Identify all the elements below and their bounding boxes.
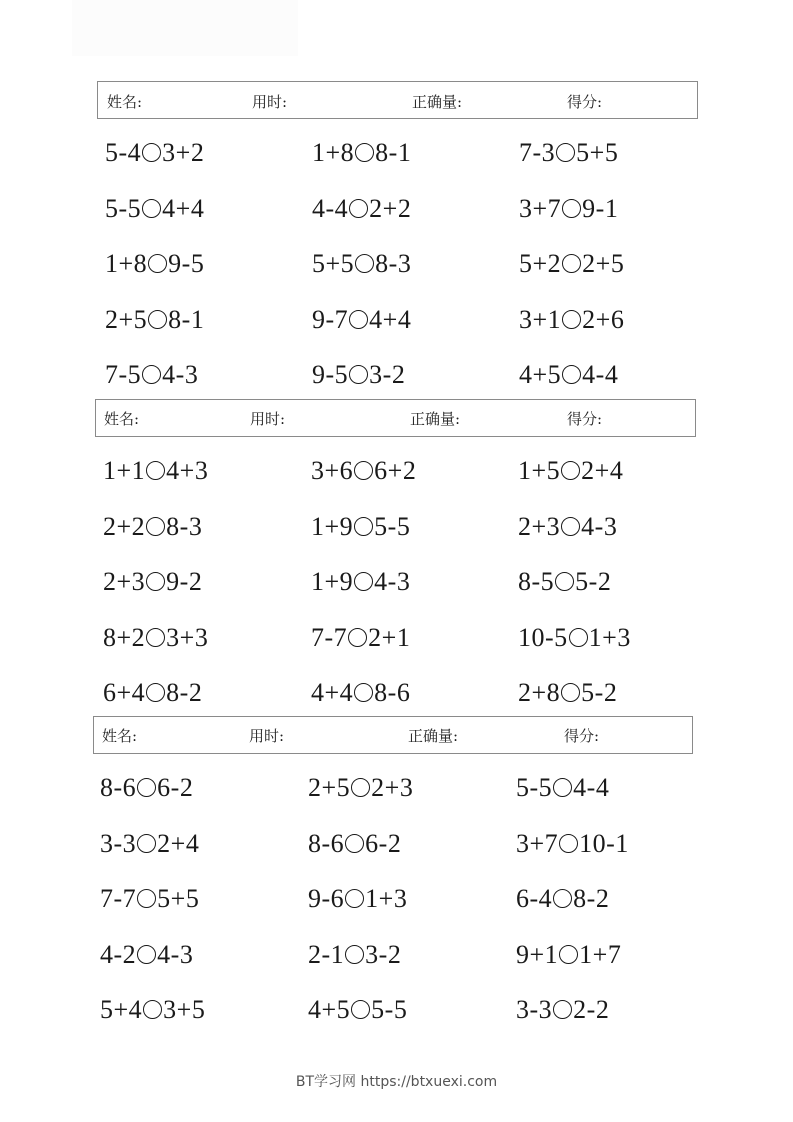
answer-circle[interactable] xyxy=(348,628,367,647)
right-expression: 8-1 xyxy=(168,305,205,334)
comparison-problem xyxy=(312,360,405,390)
answer-circle[interactable] xyxy=(137,945,156,964)
answer-circle[interactable] xyxy=(142,199,161,218)
left-expression: 9-7 xyxy=(312,305,349,334)
comparison-problem xyxy=(311,623,410,653)
right-expression: 5-2 xyxy=(575,567,612,596)
right-expression: 2+3 xyxy=(371,773,414,802)
right-expression: 8-6 xyxy=(374,678,411,707)
answer-circle[interactable] xyxy=(569,628,588,647)
left-expression: 7-5 xyxy=(105,360,142,389)
info-box-2 xyxy=(95,399,696,437)
left-expression: 5-5 xyxy=(105,194,142,223)
right-expression: 9-2 xyxy=(166,567,203,596)
comparison-problem xyxy=(519,249,624,279)
answer-circle[interactable] xyxy=(562,365,581,384)
left-expression: 3+7 xyxy=(516,829,559,858)
answer-circle[interactable] xyxy=(553,889,572,908)
answer-circle[interactable] xyxy=(355,254,374,273)
right-expression: 4-3 xyxy=(162,360,199,389)
right-expression: 8-3 xyxy=(375,249,412,278)
right-expression: 9-5 xyxy=(168,249,205,278)
answer-circle[interactable] xyxy=(559,834,578,853)
answer-circle[interactable] xyxy=(562,310,581,329)
comparison-problem xyxy=(308,773,413,803)
right-expression: 9-1 xyxy=(582,194,619,223)
right-expression: 2+4 xyxy=(581,456,624,485)
left-expression: 4+5 xyxy=(519,360,562,389)
comparison-problem xyxy=(518,678,617,708)
left-expression: 3+7 xyxy=(519,194,562,223)
correct-label: 正确量: xyxy=(412,93,463,111)
right-expression: 1+7 xyxy=(579,940,622,969)
left-expression: 4+5 xyxy=(308,995,351,1024)
right-expression: 1+3 xyxy=(588,623,631,652)
answer-circle[interactable] xyxy=(148,254,167,273)
right-expression: 3+5 xyxy=(163,995,206,1024)
left-expression: 1+9 xyxy=(311,512,354,541)
answer-circle[interactable] xyxy=(355,143,374,162)
comparison-problem xyxy=(516,829,629,859)
left-expression: 2+3 xyxy=(518,512,561,541)
answer-circle[interactable] xyxy=(354,517,373,536)
left-expression: 1+1 xyxy=(103,456,146,485)
right-expression: 2+5 xyxy=(582,249,625,278)
comparison-problem xyxy=(105,360,198,390)
left-expression: 2+3 xyxy=(103,567,146,596)
comparison-problem xyxy=(308,884,407,914)
right-expression: 5+5 xyxy=(157,884,200,913)
comparison-problem xyxy=(105,138,204,168)
left-expression: 8+2 xyxy=(103,623,146,652)
answer-circle[interactable] xyxy=(345,889,364,908)
answer-circle[interactable] xyxy=(351,1000,370,1019)
left-expression: 1+8 xyxy=(312,138,355,167)
left-expression: 2+5 xyxy=(105,305,148,334)
right-expression: 2+1 xyxy=(368,623,411,652)
answer-circle[interactable] xyxy=(142,365,161,384)
comparison-problem xyxy=(516,995,609,1025)
answer-circle[interactable] xyxy=(561,683,580,702)
left-expression: 1+5 xyxy=(518,456,561,485)
comparison-problem xyxy=(103,456,208,486)
comparison-problem xyxy=(312,194,411,224)
answer-circle[interactable] xyxy=(553,1000,572,1019)
comparison-problem xyxy=(100,829,199,859)
comparison-problem xyxy=(312,249,411,279)
right-expression: 4+3 xyxy=(166,456,209,485)
right-expression: 4-4 xyxy=(582,360,619,389)
answer-circle[interactable] xyxy=(561,517,580,536)
left-expression: 9+1 xyxy=(516,940,559,969)
faint-background-block xyxy=(72,0,298,56)
left-expression: 5+4 xyxy=(100,995,143,1024)
answer-circle[interactable] xyxy=(137,778,156,797)
right-expression: 4+4 xyxy=(369,305,412,334)
answer-circle[interactable] xyxy=(143,1000,162,1019)
score-label: 得分: xyxy=(567,93,603,111)
time-label: 用时: xyxy=(249,727,285,745)
comparison-problem xyxy=(105,194,204,224)
right-expression: 6-2 xyxy=(157,773,194,802)
right-expression: 3-2 xyxy=(365,940,402,969)
answer-circle[interactable] xyxy=(146,572,165,591)
left-expression: 3-3 xyxy=(100,829,137,858)
name-label: 姓名: xyxy=(107,93,143,111)
comparison-problem xyxy=(100,773,193,803)
score-label: 得分: xyxy=(564,727,600,745)
comparison-problem xyxy=(311,512,410,542)
comparison-problem xyxy=(311,456,416,486)
name-label: 姓名: xyxy=(102,727,138,745)
right-expression: 4-3 xyxy=(581,512,618,541)
answer-circle[interactable] xyxy=(345,834,364,853)
answer-circle[interactable] xyxy=(137,889,156,908)
right-expression: 6-2 xyxy=(365,829,402,858)
right-expression: 5-5 xyxy=(371,995,408,1024)
answer-circle[interactable] xyxy=(345,945,364,964)
left-expression: 8-6 xyxy=(308,829,345,858)
answer-circle[interactable] xyxy=(553,778,572,797)
comparison-problem xyxy=(519,305,624,335)
right-expression: 4+4 xyxy=(162,194,205,223)
comparison-problem xyxy=(103,678,202,708)
left-expression: 1+8 xyxy=(105,249,148,278)
answer-circle[interactable] xyxy=(561,461,580,480)
comparison-problem xyxy=(518,623,631,653)
comparison-problem xyxy=(100,940,193,970)
comparison-problem xyxy=(516,773,609,803)
left-expression: 3+1 xyxy=(519,305,562,334)
comparison-problem xyxy=(308,829,401,859)
answer-circle[interactable] xyxy=(354,572,373,591)
answer-circle[interactable] xyxy=(354,461,373,480)
right-expression: 2+6 xyxy=(582,305,625,334)
left-expression: 10-5 xyxy=(518,623,568,652)
right-expression: 5-5 xyxy=(374,512,411,541)
left-expression: 9-6 xyxy=(308,884,345,913)
comparison-problem xyxy=(100,995,205,1025)
answer-circle[interactable] xyxy=(148,310,167,329)
right-expression: 3+2 xyxy=(162,138,205,167)
left-expression: 4+4 xyxy=(311,678,354,707)
comparison-problem xyxy=(308,995,407,1025)
comparison-problem xyxy=(519,360,618,390)
answer-circle[interactable] xyxy=(142,143,161,162)
left-expression: 5-5 xyxy=(516,773,553,802)
comparison-problem xyxy=(518,512,617,542)
left-expression: 2-1 xyxy=(308,940,345,969)
right-expression: 1+3 xyxy=(365,884,408,913)
left-expression: 5+2 xyxy=(519,249,562,278)
left-expression: 6+4 xyxy=(103,678,146,707)
answer-circle[interactable] xyxy=(556,143,575,162)
comparison-problem xyxy=(312,305,411,335)
info-box-1 xyxy=(97,81,698,119)
answer-circle[interactable] xyxy=(349,365,368,384)
left-expression: 7-7 xyxy=(311,623,348,652)
right-expression: 8-2 xyxy=(573,884,610,913)
comparison-problem xyxy=(519,194,618,224)
left-expression: 8-6 xyxy=(100,773,137,802)
correct-label: 正确量: xyxy=(408,727,459,745)
comparison-problem xyxy=(311,678,410,708)
answer-circle[interactable] xyxy=(137,834,156,853)
right-expression: 3-2 xyxy=(369,360,406,389)
time-label: 用时: xyxy=(250,410,286,428)
info-box-3 xyxy=(93,716,693,754)
comparison-problem xyxy=(308,940,401,970)
right-expression: 10-1 xyxy=(579,829,629,858)
comparison-problem xyxy=(100,884,199,914)
time-label: 用时: xyxy=(252,93,288,111)
left-expression: 7-3 xyxy=(519,138,556,167)
answer-circle[interactable] xyxy=(146,683,165,702)
answer-circle[interactable] xyxy=(349,310,368,329)
right-expression: 2+2 xyxy=(369,194,412,223)
comparison-problem xyxy=(103,512,202,542)
comparison-problem xyxy=(518,456,623,486)
right-expression: 8-1 xyxy=(375,138,412,167)
answer-circle[interactable] xyxy=(559,945,578,964)
left-expression: 2+8 xyxy=(518,678,561,707)
comparison-problem xyxy=(105,249,204,279)
left-expression: 9-5 xyxy=(312,360,349,389)
answer-circle[interactable] xyxy=(146,517,165,536)
answer-circle[interactable] xyxy=(146,628,165,647)
right-expression: 2-2 xyxy=(573,995,610,1024)
left-expression: 2+2 xyxy=(103,512,146,541)
right-expression: 2+4 xyxy=(157,829,200,858)
right-expression: 4-4 xyxy=(573,773,610,802)
answer-circle[interactable] xyxy=(555,572,574,591)
right-expression: 4-3 xyxy=(157,940,194,969)
right-expression: 8-2 xyxy=(166,678,203,707)
comparison-problem xyxy=(311,567,410,597)
right-expression: 6+2 xyxy=(374,456,417,485)
answer-circle[interactable] xyxy=(562,199,581,218)
left-expression: 1+9 xyxy=(311,567,354,596)
comparison-problem xyxy=(519,138,618,168)
score-label: 得分: xyxy=(567,410,603,428)
comparison-problem xyxy=(105,305,204,335)
right-expression: 8-3 xyxy=(166,512,203,541)
left-expression: 3-3 xyxy=(516,995,553,1024)
left-expression: 3+6 xyxy=(311,456,354,485)
name-label: 姓名: xyxy=(104,410,140,428)
answer-circle[interactable] xyxy=(351,778,370,797)
comparison-problem xyxy=(516,884,609,914)
right-expression: 3+3 xyxy=(166,623,209,652)
left-expression: 4-4 xyxy=(312,194,349,223)
footer-watermark: BT学习网 https://btxuexi.com xyxy=(295,1074,498,1090)
comparison-problem xyxy=(518,567,611,597)
right-expression: 4-3 xyxy=(374,567,411,596)
right-expression: 5+5 xyxy=(576,138,619,167)
left-expression: 6-4 xyxy=(516,884,553,913)
comparison-problem xyxy=(312,138,411,168)
answer-circle[interactable] xyxy=(349,199,368,218)
comparison-problem xyxy=(103,567,202,597)
correct-label: 正确量: xyxy=(410,410,461,428)
comparison-problem xyxy=(516,940,621,970)
left-expression: 8-5 xyxy=(518,567,555,596)
left-expression: 5-4 xyxy=(105,138,142,167)
left-expression: 4-2 xyxy=(100,940,137,969)
comparison-problem xyxy=(103,623,208,653)
left-expression: 2+5 xyxy=(308,773,351,802)
left-expression: 5+5 xyxy=(312,249,355,278)
right-expression: 5-2 xyxy=(581,678,618,707)
answer-circle[interactable] xyxy=(562,254,581,273)
answer-circle[interactable] xyxy=(146,461,165,480)
left-expression: 7-7 xyxy=(100,884,137,913)
answer-circle[interactable] xyxy=(354,683,373,702)
